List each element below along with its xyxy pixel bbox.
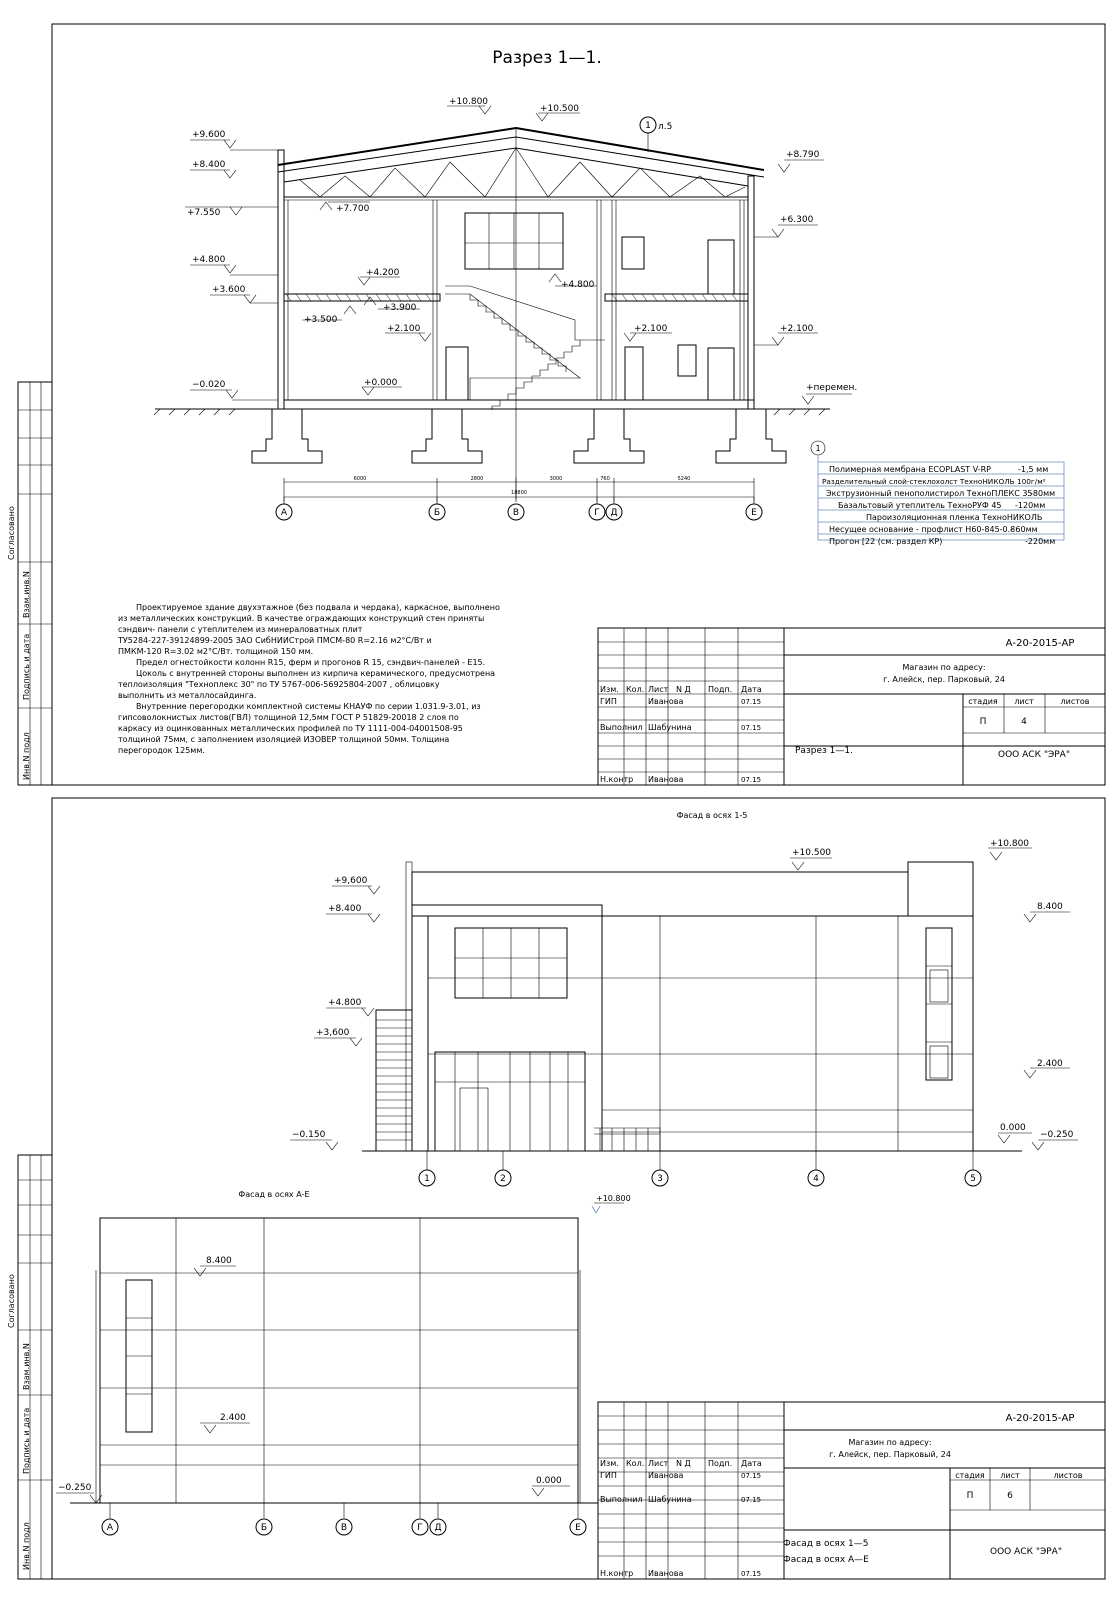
side-label-inv-2: Инв.N подл [22,1522,31,1570]
elev-3900: +3.900 [383,303,417,313]
floor-slab [284,400,754,409]
side-label-vzam-2: Взам.инв.N [22,1343,31,1390]
stamp2-role-2: Выполнил [600,1495,643,1504]
door-right-upper [708,240,734,294]
stamp-role-3: Н.контр [600,775,634,784]
axis-A: А [280,508,288,518]
stamp-stage: П [979,717,987,727]
stamp2-org: ООО АСК "ЭРА" [990,1547,1062,1557]
stamp-date-1: 07.15 [741,698,762,706]
side-label-podpis-2: Подпись и дата [22,1407,31,1474]
stamp2-name-3: Иванова [648,1569,684,1578]
dim-1: 6000 [353,476,367,482]
stamp2-col-podp: Подп. [708,1459,733,1468]
elev-2100-a: +2.100 [387,324,421,334]
stamp-date-2: 07.15 [741,724,762,732]
elev-10500: +10.500 [540,104,580,114]
right-wall [748,176,754,409]
stamp2-object-line2: г. Алейск, пер. Парковый, 24 [829,1450,951,1459]
sheet-2 [7,798,1105,1579]
facade-1-5 [290,839,1078,1186]
facade1-axis-3: 3 [657,1174,663,1184]
layer-3-value: -80мм [1030,489,1056,498]
stamp-h-sheets: листов [1060,697,1090,706]
stamp-name-2: Шабунина [648,723,692,732]
stamp-role-1: ГИП [600,697,617,706]
door-right-lower [708,348,734,400]
elev-0000: +0.000 [364,378,398,388]
stamp2-date-1: 07.15 [741,1472,762,1480]
f1-elev-0000: 0.000 [1000,1123,1026,1133]
stamp2-col-izm: Изм. [600,1459,619,1468]
facade2-axis-A: А [106,1523,114,1533]
stamp2-col-data: Дата [741,1459,762,1468]
window-right-lower [678,345,696,376]
foundations [252,409,786,463]
f1-elev-8400-right: 8.400 [1037,902,1063,912]
section-drawing [154,97,857,520]
layers-marker: 1 [815,444,821,453]
left-wall [278,150,284,409]
sheet-2-side-strip [7,1155,52,1579]
dim-2: 2800 [470,476,484,482]
title-block-2 [598,1402,1105,1579]
facade2-axis-G: Г [417,1523,423,1533]
f2-elev-0000: 0.000 [536,1476,562,1486]
facade-a-e [56,1194,631,1535]
axis-E: Е [751,508,757,518]
axis-G: Г [594,508,600,518]
facade-ramp-rail [594,1128,660,1151]
dim-3: 3000 [549,476,563,482]
stamp-col-podp: Подп. [708,685,733,694]
stamp-sheet: 4 [1021,717,1027,727]
elev-3600: +3.600 [212,285,246,295]
stamp-code: А-20-2015-АР [1005,638,1075,649]
f2-elev-2400: 2.400 [220,1413,246,1423]
note-line: толщиной 75мм, с заполнением изоляцией ИЗОВЕР толщиной 50мм. Толщина [118,735,450,744]
layer-4-name: Базальтовый утеплитель ТехноРУФ 45 [838,501,1002,510]
roof-layers-legend [811,441,1064,546]
elev-8790: +8.790 [786,150,820,160]
f2-elev-8400: 8.400 [206,1256,232,1266]
layer-6-value: - 60мм [1010,525,1038,534]
side-label-podpis: Подпись и дата [22,633,31,700]
layer-7-name: Прогон [22 (см. раздел КР) [829,537,943,546]
stamp2-stage: П [966,1491,974,1501]
note-line: сэндвич- панели с утеплителем из минераловатных плит [118,625,363,634]
note-line: Внутренние перегородки комплектной системы КНАУФ по серии 1.031.9-3.01, из [136,702,481,711]
facade2-axis-V: В [340,1523,348,1533]
elev-minus-0020: −0.020 [192,380,226,390]
f1-elev-9600: +9,600 [334,876,368,886]
note-line: теплоизоляция "Техноплекс 30" по ТУ 5767-006-56925804-2007 , облицовку [118,680,440,689]
elev-4800: +4.800 [192,255,226,265]
stamp2-h-stage: стадия [955,1471,985,1480]
note-line: ТУ5284-227-39124899-2005 ЗАО СибНИИСтрой ПМСМ-80 R=2.16 м2°С/Вт и [118,636,432,645]
elev-3500: +3.500 [304,315,338,325]
elev-10800: +10.800 [449,97,489,107]
f1-elev-3600: +3,600 [316,1028,350,1038]
stamp-col-data: Дата [741,685,762,694]
elev-8400: +8.400 [192,160,226,170]
dim-total: 18800 [511,490,527,496]
stamp-col-nd: N Д [676,685,691,694]
dim-5: 5240 [677,476,691,482]
elev-9600: +9.600 [192,130,226,140]
stamp2-date-3: 07.15 [741,1570,762,1578]
stamp2-col-list: Лист [648,1459,669,1468]
f1-elev-10800: +10.800 [990,839,1030,849]
door-mid-lower [625,347,643,400]
layer-5-name: Пароизоляционная пленка ТехноНИКОЛЬ [866,513,1043,522]
f2-elev-minus-0250: −0.250 [58,1483,92,1493]
note-line: гипсоволокнистых листов(ГВЛ) толщиной 12,5мм ГОСТ Р 51829-20018 2 слоя по [118,713,459,722]
elev-7550: +7.550 [187,208,221,218]
stamp2-name-1: Иванова [648,1471,684,1480]
note-line: выполнить из металлосайдинга. [118,691,257,700]
stamp-h-sheet: лист [1014,697,1034,706]
window-right-upper [622,237,644,269]
facade2-axis-B: Б [260,1523,268,1533]
layer-4-value: -120мм [1015,501,1046,510]
note-line: Цоколь с внутренней стороны выполнен из кирпича керамического, предусмотрена [136,669,496,678]
elevations-left [185,130,278,400]
axis-B: Б [433,508,441,518]
facade1-axis-5: 5 [970,1174,976,1184]
stamp2-sheet-title-2: Фасад в осях А—Е [783,1555,869,1565]
stamp2-col-kol: Кол. [626,1459,645,1468]
note-line: каркасу из оцинкованных металлических профилей по ТУ 1111-004-04001508-95 [118,724,463,733]
stamp2-role-1: ГИП [600,1471,617,1480]
stamp2-h-sheets: листов [1053,1471,1083,1480]
facade2-axis-E: Е [575,1523,581,1533]
stamp2-role-3: Н.контр [600,1569,634,1578]
note-line: ПМКМ-120 R=3.02 м2°С/Вт. толщиной 150 мм. [118,647,314,656]
stamp-date-3: 07.15 [741,776,762,784]
side-label-inv: Инв.N подл [22,732,31,780]
layer-7-value: -220мм [1025,537,1056,546]
stamp-object-line1: Магазин по адресу: [902,663,986,672]
elev-4200: +4.200 [366,268,400,278]
side-label-soglasovano: Согласовано [7,506,16,560]
stamp-col-izm: Изм. [600,685,619,694]
door-left-lower [446,347,468,400]
facade2-axis-D: Д [434,1523,442,1533]
axis-bubbles [276,497,762,520]
elev-6300: +6.300 [780,215,814,225]
f1-elev-2400: 2.400 [1037,1059,1063,1069]
stamp-org: ООО АСК "ЭРА" [998,750,1070,760]
layer-3-name: Экструзионный пенополистирол ТехноПЛЕКС 35 [826,489,1033,498]
dim-4: 760 [600,476,610,482]
sheet-1 [7,24,1105,785]
stamp-object-line2: г. Алейск, пер. Парковый, 24 [883,675,1005,684]
elev-peremen: +перемен. [806,383,858,393]
stamp-name-1: Иванова [648,697,684,706]
layer-1-value: -1,5 мм [1018,465,1049,474]
facade-1-title: Фасад в осях 1-5 [676,811,748,820]
f1-elev-4800: +4.800 [328,998,362,1008]
facade-2-title: Фасад в осях А-Е [238,1190,310,1199]
elev-4800-inner: +4.800 [561,280,595,290]
note-line: Предел огнестойкости колонн R15, ферм и прогонов R 15, сэндвич-панелей - Е15. [136,658,486,667]
sheet-1-side-strip [7,382,52,785]
stamp-sheet-title: Разрез 1—1. [795,746,853,756]
stamp2-object-line1: Магазин по адресу: [848,1438,932,1447]
f1-elev-minus-0250: −0.250 [1040,1130,1074,1140]
facade-stair-block [376,1010,412,1151]
axis-V: В [512,508,520,518]
stamp2-name-2: Шабунина [648,1495,692,1504]
stamp2-h-sheet: лист [1000,1471,1020,1480]
stamp-h-stage: стадия [968,697,998,706]
side-label-soglasovano-2: Согласовано [7,1274,16,1328]
stamp-col-list: Лист [648,685,669,694]
f1-elev-8400: +8.400 [328,904,362,914]
elevations-right [754,150,857,404]
layer-6-name: Несущее основание - профлист Н60-845-0.8 [829,525,1016,534]
stamp-name-3: Иванова [648,775,684,784]
section-title: Разрез 1—1. [492,48,602,68]
layer-1-name: Полимерная мембрана ECOPLAST V-RP [829,465,991,474]
facade1-axis-4: 4 [813,1174,819,1184]
elev-7700: +7.700 [336,204,370,214]
side-label-vzam: Взам.инв.N [22,571,31,618]
stamp2-sheet: 6 [1007,1491,1013,1501]
node-callout-sheet: л.5 [658,122,673,132]
stamp2-col-nd: N Д [676,1459,691,1468]
facade1-axis-1: 1 [424,1174,430,1184]
stamp2-date-2: 07.15 [741,1496,762,1504]
stamp2-code: А-20-2015-АР [1005,1413,1075,1424]
f1-elev-10500: +10.500 [792,848,832,858]
facade1-axis-2: 2 [500,1174,506,1184]
general-notes [117,603,500,755]
f1-elev-minus-0150: −0.150 [292,1130,326,1140]
stamp2-sheet-title-1: Фасад в осях 1—5 [783,1539,869,1549]
node-callout-number: 1 [645,121,651,131]
note-line: Проектируемое здание двухэтажное (без подвала и чердака), каркасное, выполнено [136,603,500,612]
axis-D: Д [610,508,618,518]
elev-2100-right: +2.100 [780,324,814,334]
note-line: перегородок 125мм. [118,746,205,755]
note-line: из металлических конструкций. В качестве ограждающих конструкций стен приняты [118,614,485,623]
layer-2-name: Разделительный слой-стеклохолст ТехноНИКОЛЬ 100г/м² [822,477,1046,486]
stamp-col-kol: Кол. [626,685,645,694]
stamp-role-2: Выполнил [600,723,643,732]
title-block-1 [598,628,1105,785]
stair-steps-upper [470,294,566,372]
f2-elev-10800: +10.800 [596,1194,631,1203]
elev-2100-b: +2.100 [634,324,668,334]
